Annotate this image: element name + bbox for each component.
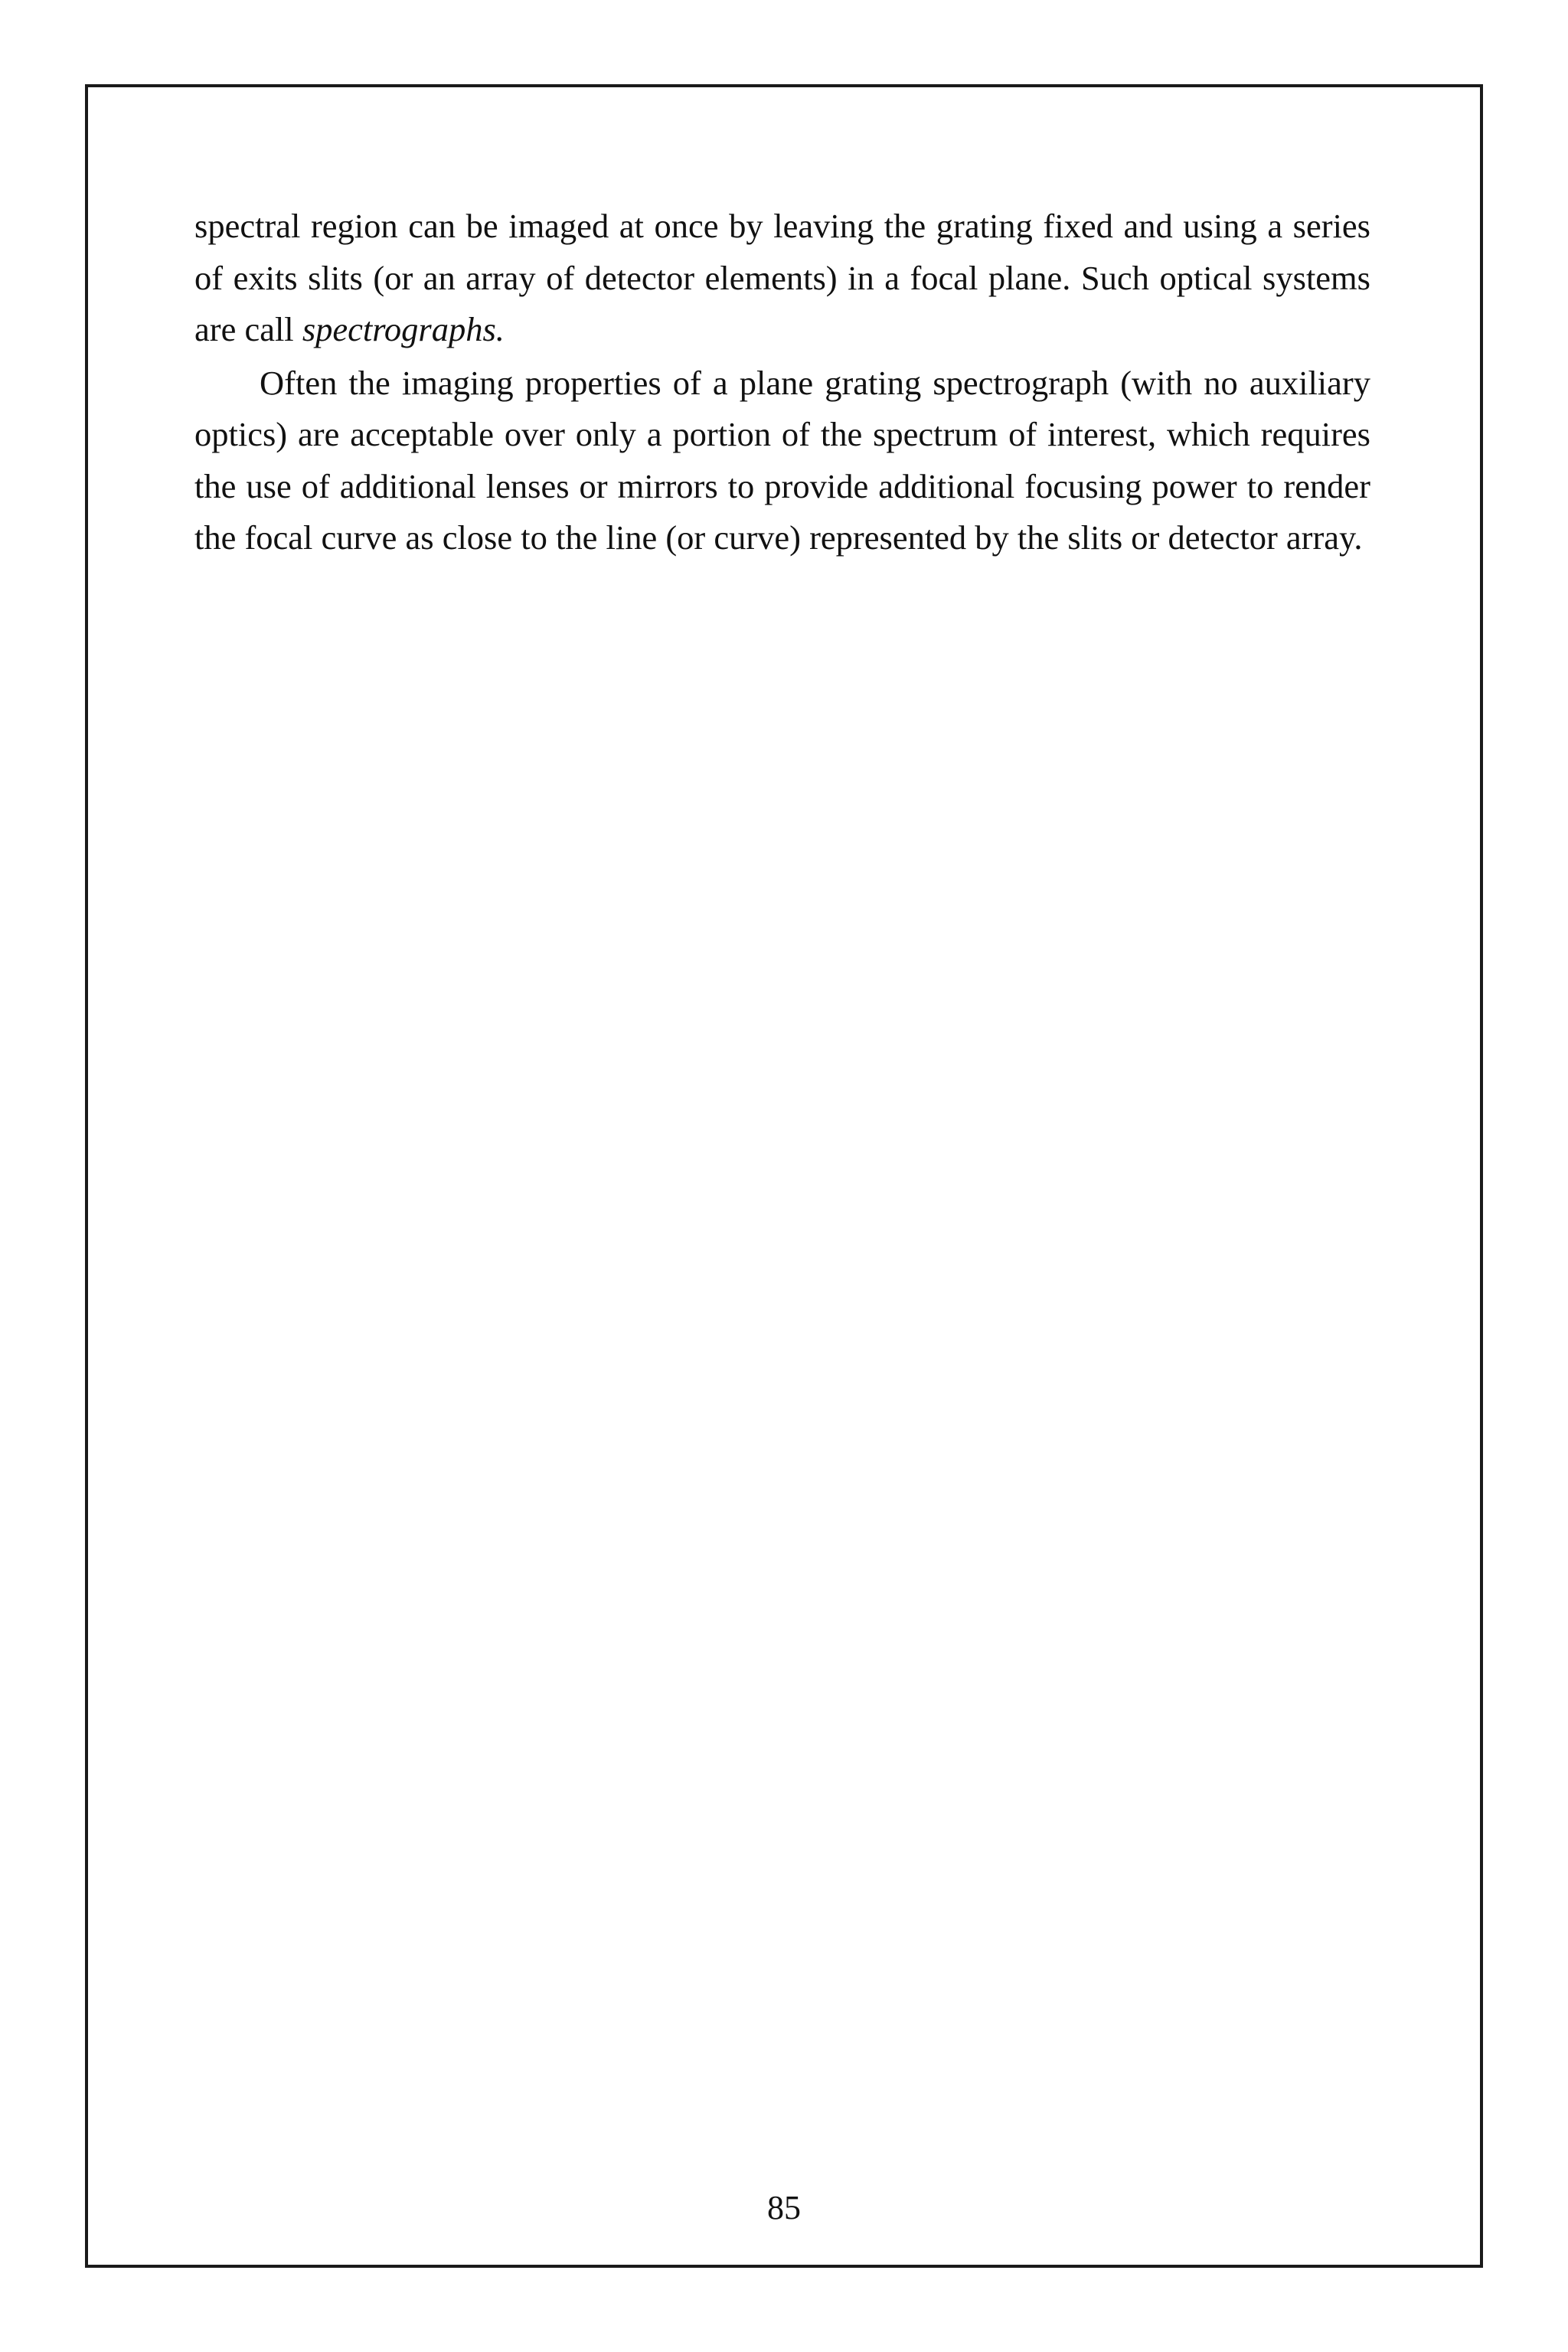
- page-number: 85: [767, 2189, 801, 2226]
- paragraph-1: [194, 201, 1370, 356]
- body-text: [194, 201, 1370, 564]
- paragraph-1-text: spectral region can be imaged at once by leaving the grating fixed and using a series of exits slits (or an array of detector elements) in a focal plane. Such optical systems are call: [194, 207, 1370, 348]
- emphasis-spectrographs: spectrographs.: [302, 310, 505, 348]
- paragraph-2: Often the imaging properties of a plane grating spectrograph (with no auxiliary optics) are acceptable over only a portion of the spectrum of interest, which requires the use of additional lenses or mirrors to provide additional focusing power to render the focal curve as close to the line (or curve) represented by the slits or detector array.: [194, 363, 1370, 557]
